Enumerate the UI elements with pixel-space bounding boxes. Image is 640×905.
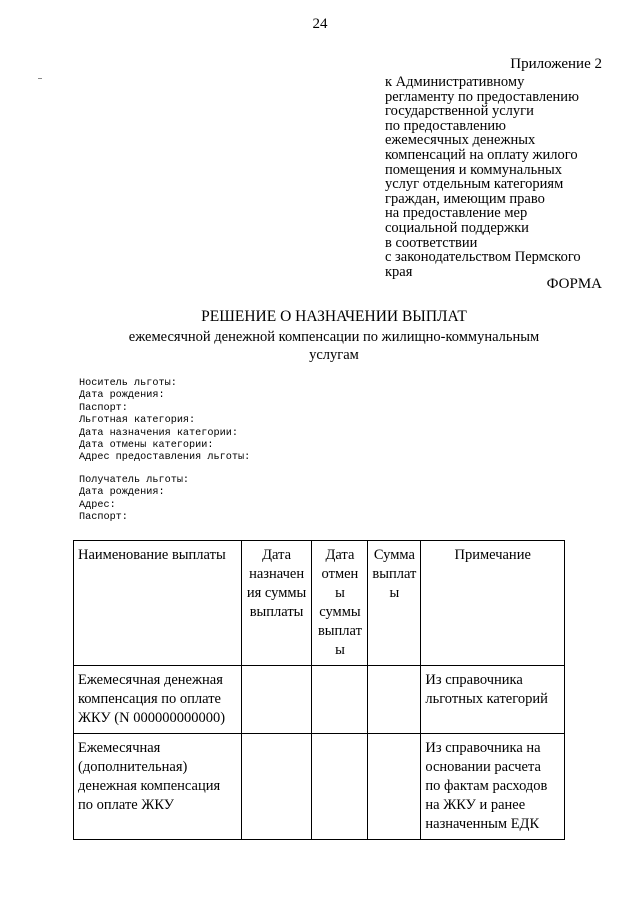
appendix-line: края xyxy=(385,263,413,280)
field-label: Паспорт: xyxy=(79,512,128,524)
header-text: Наименование выплаты xyxy=(78,547,226,563)
field-label: Дата рождения: xyxy=(79,487,165,499)
cell-text: (дополнительная) xyxy=(78,759,188,775)
header-text: ия суммы xyxy=(246,585,307,601)
cell-text: ЖКУ (N 000000000000) xyxy=(78,710,226,726)
appendix-line: государственной услуги xyxy=(385,103,534,120)
appendix-label: Приложение 2 xyxy=(510,56,602,72)
field-label: Паспорт: xyxy=(79,402,128,414)
cell-cancel-date xyxy=(312,666,368,734)
cell-note xyxy=(421,666,565,734)
document-subtitle xyxy=(0,328,640,364)
appendix-line: регламенту по предоставлению xyxy=(385,88,579,105)
page-number: 24 xyxy=(312,16,328,32)
cell-assign-date xyxy=(241,666,312,734)
appendix-line: помещения и коммунальных xyxy=(385,161,562,178)
cell-text: Ежемесячная денежная xyxy=(78,672,223,688)
form-label: ФОРМА xyxy=(546,276,602,292)
appendix-line: в соответствии xyxy=(385,234,478,251)
header-note xyxy=(421,541,565,666)
subtitle-line: услугам xyxy=(309,347,359,363)
cell-text: на ЖКУ и ранее xyxy=(425,797,526,813)
payments-table xyxy=(73,540,565,840)
cell-text: компенсация по оплате xyxy=(78,691,221,707)
field-label: Дата назначения категории: xyxy=(79,427,238,439)
appendix-line: граждан, имеющим право xyxy=(385,190,545,207)
cell-text: денежная компенсация xyxy=(78,778,221,794)
cell-text: назначенным ЕДК xyxy=(425,816,540,832)
appendix-line: ежемесячных денежных xyxy=(385,132,536,149)
header-text: Дата xyxy=(325,547,355,563)
appendix-line: на предоставление мер xyxy=(385,205,528,222)
cell-text: основании расчета xyxy=(425,759,541,775)
appendix-line: услуг отдельным категориям xyxy=(385,176,564,193)
header-amount xyxy=(368,541,421,666)
document-title: РЕШЕНИЕ О НАЗНАЧЕНИИ ВЫПЛАТ xyxy=(201,308,467,325)
cell-amount xyxy=(368,666,421,734)
appendix-line: по предоставлению xyxy=(385,117,506,134)
field-label: Получатель льготы: xyxy=(79,475,190,486)
appendix-line: с законодательством Пермского xyxy=(385,249,581,266)
field-label: Адрес предоставления льготы: xyxy=(79,452,251,464)
scan-mark xyxy=(38,78,42,79)
field-label: Адрес: xyxy=(79,499,116,511)
header-text: назначен xyxy=(249,566,305,582)
header-text: ы xyxy=(335,585,345,601)
header-text: выплат xyxy=(317,623,362,639)
cell-note xyxy=(421,734,565,840)
header-text: суммы xyxy=(319,604,361,620)
cell-payment-name xyxy=(74,666,242,734)
field-label: Льготная категория: xyxy=(79,415,196,427)
cell-text: Ежемесячная xyxy=(78,740,161,756)
header-assign-date xyxy=(241,541,312,666)
header-text: выплаты xyxy=(249,604,304,620)
cell-text: по оплате ЖКУ xyxy=(78,797,174,813)
field-label: Носитель льготы: xyxy=(79,378,177,389)
recipient-fields xyxy=(79,475,189,525)
cell-amount xyxy=(368,734,421,840)
table-row xyxy=(74,666,565,734)
table-header-row xyxy=(74,541,565,666)
cell-text: льготных категорий xyxy=(425,691,548,707)
field-label: Дата рождения: xyxy=(79,390,165,402)
cell-assign-date xyxy=(241,734,312,840)
header-text: ы xyxy=(335,642,345,658)
cell-text: Из справочника xyxy=(425,672,523,688)
header-text: отмен xyxy=(321,566,359,582)
header-text: Дата xyxy=(262,547,292,563)
cell-text: Из справочника на xyxy=(425,740,541,756)
header-text: выплат xyxy=(372,566,417,582)
header-cancel-date xyxy=(312,541,368,666)
header-payment-name xyxy=(74,541,242,666)
appendix-line: компенсаций на оплату жилого xyxy=(385,146,578,163)
header-text: ы xyxy=(389,585,400,601)
field-label: Дата отмены категории: xyxy=(79,440,214,452)
subtitle-line: ежемесячной денежной компенсации по жилищно-коммунальным xyxy=(128,329,540,345)
appendix-reference xyxy=(385,75,610,279)
appendix-line: социальной поддержки xyxy=(385,219,529,236)
cell-text: по фактам расходов xyxy=(425,778,548,794)
beneficiary-fields xyxy=(79,378,250,465)
appendix-line: к Административному xyxy=(385,74,525,90)
header-text: Примечание xyxy=(454,547,531,563)
header-text: Сумма xyxy=(373,547,415,563)
cell-cancel-date xyxy=(312,734,368,840)
table-row xyxy=(74,734,565,840)
cell-payment-name xyxy=(74,734,242,840)
